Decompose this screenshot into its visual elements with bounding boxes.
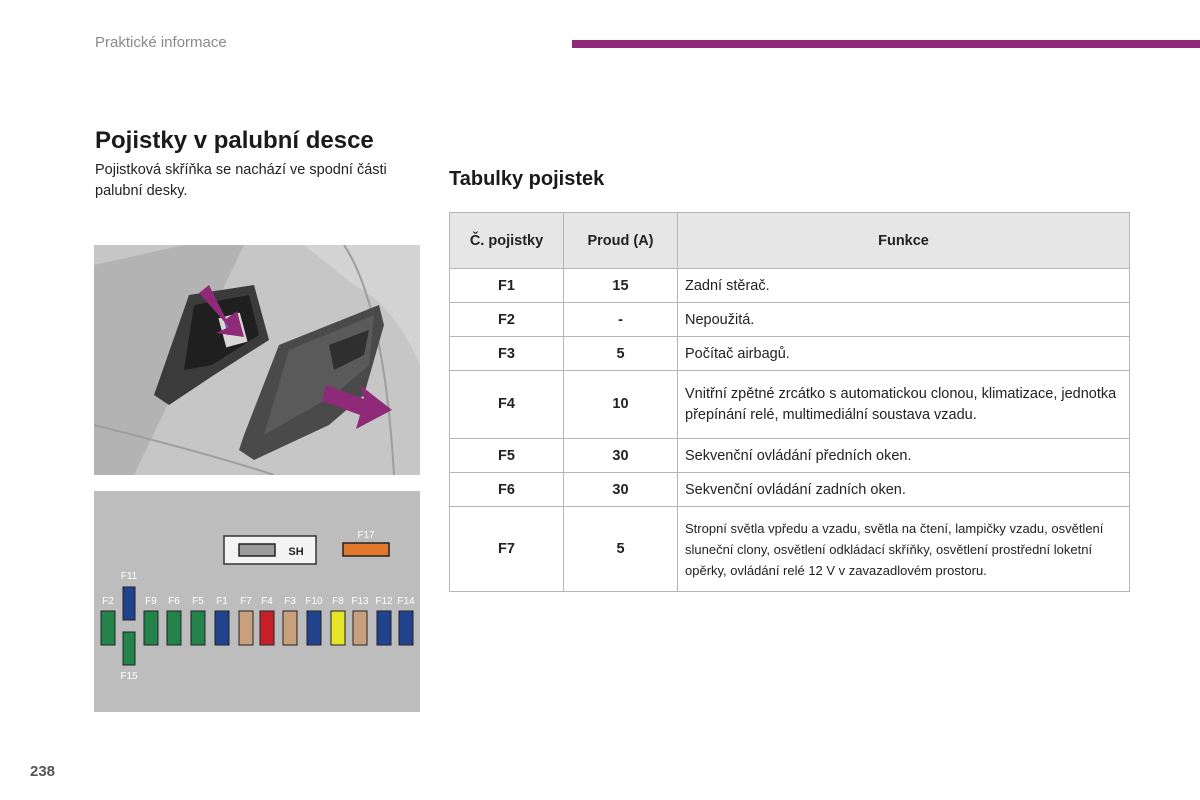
column-header-current: Proud (A) <box>564 213 678 269</box>
fuse-f15 <box>123 632 135 665</box>
fuse-label: F9 <box>145 596 157 607</box>
table-row <box>450 303 1130 337</box>
table-heading: Tabulky pojistek <box>449 168 605 190</box>
fuse-layout-diagram <box>94 491 420 712</box>
fuse-f12 <box>377 611 391 645</box>
fuse-f9 <box>144 611 158 645</box>
table-header-row <box>450 213 1130 269</box>
fuse-f3 <box>283 611 297 645</box>
section-header: Praktické informace <box>95 34 227 51</box>
column-header-function: Funkce <box>678 213 1130 269</box>
fuse-box-location-illustration <box>94 245 420 475</box>
fuse-label: F3 <box>284 596 296 607</box>
fuse-f5 <box>191 611 205 645</box>
shunt-label: SH <box>288 546 304 558</box>
fuse-number: F7 <box>450 507 564 592</box>
fuse-label-f15: F15 <box>120 671 138 682</box>
fuse-label: F2 <box>102 596 114 607</box>
fuse-label: F4 <box>261 596 273 607</box>
fuse-function: Počítač airbagů. <box>678 337 1130 371</box>
page-number: 238 <box>30 763 56 780</box>
fuse-f7 <box>239 611 253 645</box>
fuse-f10 <box>307 611 321 645</box>
fuse-f1 <box>215 611 229 645</box>
fuse-number: F2 <box>450 303 564 337</box>
fuse-f17 <box>343 543 389 556</box>
fuse-label: F13 <box>351 596 369 607</box>
table-row <box>450 371 1130 439</box>
fuse-f8 <box>331 611 345 645</box>
shunt <box>239 544 275 556</box>
fuse-f6 <box>167 611 181 645</box>
fuse-label: F1 <box>216 596 228 607</box>
fuse-amperage: - <box>564 303 678 337</box>
fuse-function: Sekvenční ovládání předních oken. <box>678 439 1130 473</box>
fuse-label: F12 <box>375 596 393 607</box>
fuse-function: Zadní stěrač. <box>678 269 1130 303</box>
intro-text: Pojistková skříňka se nachází ve spodní části palubní desky. <box>95 162 387 199</box>
fuse-label-f11: F11 <box>120 571 138 582</box>
page-title: Pojistky v palubní desce <box>95 127 374 154</box>
fuse-number: F3 <box>450 337 564 371</box>
fuse-label: F14 <box>397 596 415 607</box>
column-header-number: Č. pojistky <box>450 213 564 269</box>
fuse-label: F7 <box>240 596 252 607</box>
table-row <box>450 473 1130 507</box>
table-row <box>450 337 1130 371</box>
fuse-function: Nepoužitá. <box>678 303 1130 337</box>
fuse-label: F10 <box>305 596 323 607</box>
fuse-number: F5 <box>450 439 564 473</box>
fuse-label: F8 <box>332 596 344 607</box>
fuse-function: Sekvenční ovládání zadních oken. <box>678 473 1130 507</box>
fuse-f14 <box>399 611 413 645</box>
fuse-f2 <box>101 611 115 645</box>
fuse-label: F6 <box>168 596 180 607</box>
fuse-number: F1 <box>450 269 564 303</box>
fuse-amperage: 10 <box>564 371 678 439</box>
fuse-amperage: 15 <box>564 269 678 303</box>
fuse-f11 <box>123 587 135 620</box>
table-row <box>450 507 1130 592</box>
fuse-table <box>449 212 1130 592</box>
fuse-number: F6 <box>450 473 564 507</box>
fuse-f13 <box>353 611 367 645</box>
fuse-amperage: 5 <box>564 507 678 592</box>
table-row <box>450 439 1130 473</box>
fuse-amperage: 30 <box>564 473 678 507</box>
fuse-number: F4 <box>450 371 564 439</box>
fuse-label: F5 <box>192 596 204 607</box>
fuse-amperage: 5 <box>564 337 678 371</box>
fuse-function: Vnitřní zpětné zrcátko s automatickou clonou, klimatizace, jednotka přepínání relé, multimediální soustava vzadu. <box>678 371 1130 439</box>
fuse-function: Stropní světla vpředu a vzadu, světla na čtení, lampičky vzadu, osvětlení sluneční clony, osvětlení odkládací skříňky, osvětlení prostřední loketní opěrky, ovládání relé 12 V v zavazadlovém prostoru. <box>678 507 1130 592</box>
header-accent-bar <box>572 40 1200 48</box>
table-row <box>450 269 1130 303</box>
fuse-f4 <box>260 611 274 645</box>
fuse-amperage: 30 <box>564 439 678 473</box>
fuse-label-f17: F17 <box>357 530 375 541</box>
